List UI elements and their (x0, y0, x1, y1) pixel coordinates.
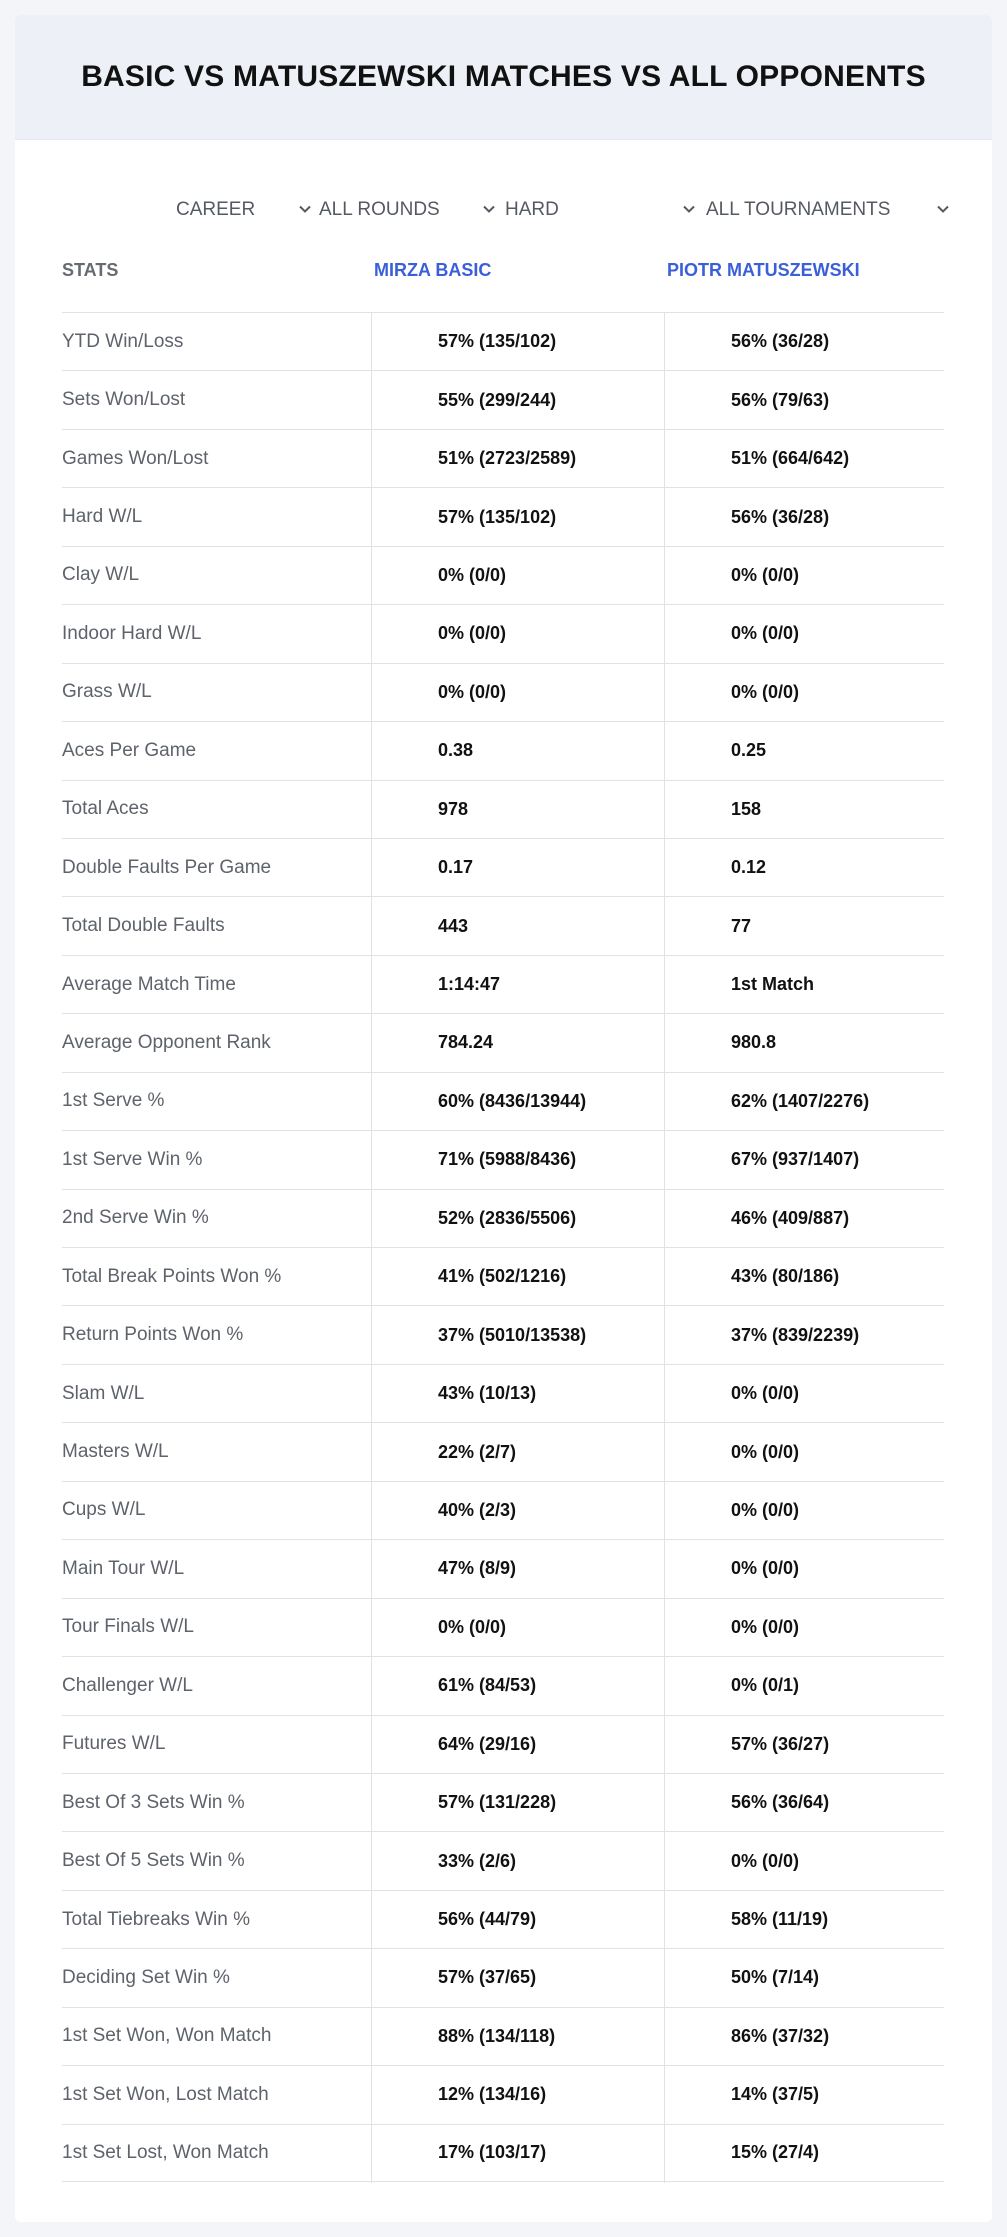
player2-stat-value: 51% (664/642) (731, 448, 850, 469)
player1-stat-value: 784.24 (438, 1032, 494, 1053)
stat-label: Hard W/L (62, 506, 143, 528)
table-row (62, 2065, 944, 2123)
table-row (62, 312, 944, 370)
stat-label: YTD Win/Loss (62, 330, 184, 352)
table-row (62, 955, 944, 1013)
player1-stat-value: 0% (0/0) (438, 564, 507, 585)
stats-column-header: STATS (62, 259, 119, 280)
surface-select[interactable] (505, 190, 695, 230)
rounds-select[interactable] (319, 190, 499, 230)
player2-stat-value: 0% (0/0) (731, 1499, 800, 1520)
table-row (62, 721, 944, 779)
chevron-down-icon (297, 201, 313, 217)
table-row (62, 429, 944, 487)
player1-stat-value: 61% (84/53) (438, 1675, 537, 1696)
table-row (62, 1013, 944, 1071)
stat-label: Cups W/L (62, 1499, 146, 1521)
player2-stat-value: 46% (409/887) (731, 1207, 850, 1228)
table-row (62, 663, 944, 721)
player2-stat-value: 56% (79/63) (731, 389, 830, 410)
player1-stat-value: 978 (438, 798, 469, 819)
player2-stat-value: 67% (937/1407) (731, 1149, 860, 1170)
player2-stat-value: 0% (0/0) (731, 564, 800, 585)
table-row (62, 1715, 944, 1773)
player1-stat-value: 443 (438, 915, 469, 936)
player2-stat-value: 77 (731, 915, 752, 936)
player1-stat-value: 57% (135/102) (438, 506, 557, 527)
stat-label: 1st Serve % (62, 1090, 165, 1112)
player2-link[interactable]: PIOTR MATUSZEWSKI (667, 259, 860, 280)
player2-stat-value: 62% (1407/2276) (731, 1090, 870, 1111)
player1-stat-value: 0% (0/0) (438, 1616, 507, 1637)
player1-stat-value: 57% (37/65) (438, 1967, 537, 1988)
table-row (62, 1656, 944, 1714)
table-row (62, 487, 944, 545)
chevron-down-icon (481, 201, 497, 217)
player1-stat-value: 57% (135/102) (438, 331, 557, 352)
stat-label: Total Aces (62, 798, 149, 820)
player1-stat-value: 0.17 (438, 857, 474, 878)
stat-label: 2nd Serve Win % (62, 1207, 209, 1229)
stat-label: Total Tiebreaks Win % (62, 1908, 250, 1930)
player2-stat-value: 37% (839/2239) (731, 1324, 860, 1345)
stat-label: Main Tour W/L (62, 1557, 185, 1579)
stat-label: Games Won/Lost (62, 447, 209, 469)
stat-label: Average Opponent Rank (62, 1031, 271, 1053)
player1-stat-value: 56% (44/79) (438, 1909, 537, 1930)
period-select-value: CAREER (176, 199, 256, 220)
player1-link[interactable]: MIRZA BASIC (374, 259, 492, 280)
table-row (62, 1130, 944, 1188)
stat-label: Best Of 5 Sets Win % (62, 1850, 245, 1872)
player1-stat-value: 43% (10/13) (438, 1383, 537, 1404)
stat-label: 1st Set Won, Won Match (62, 2025, 272, 2047)
player1-stat-value: 41% (502/1216) (438, 1266, 567, 1287)
player1-stat-value: 55% (299/244) (438, 389, 557, 410)
player1-stat-value: 0.38 (438, 740, 474, 761)
table-row (62, 1422, 944, 1480)
player1-stat-value: 52% (2836/5506) (438, 1207, 577, 1228)
player2-stat-value: 0% (0/0) (731, 623, 800, 644)
player2-stat-value: 58% (11/19) (731, 1909, 829, 1930)
table-row (62, 896, 944, 954)
table-row (62, 1305, 944, 1363)
table-row (62, 1831, 944, 1889)
stat-label: Deciding Set Win % (62, 1966, 230, 1988)
player2-stat-value: 15% (27/4) (731, 2142, 820, 2163)
page-title: BASIC VS MATUSZEWSKI MATCHES VS ALL OPPONENTS (81, 60, 926, 93)
player2-stat-value: 43% (80/186) (731, 1266, 840, 1287)
table-row (62, 1539, 944, 1597)
player1-stat-value: 0% (0/0) (438, 681, 507, 702)
stat-label: Average Match Time (62, 973, 236, 995)
table-row (62, 1072, 944, 1130)
player1-stat-value: 12% (134/16) (438, 2084, 547, 2105)
table-row (62, 1364, 944, 1422)
stat-label: Challenger W/L (62, 1674, 193, 1696)
table-row (62, 1189, 944, 1247)
stat-label: Sets Won/Lost (62, 389, 186, 411)
table-row (62, 1598, 944, 1656)
stat-label: 1st Set Won, Lost Match (62, 2083, 269, 2105)
player1-stat-value: 88% (134/118) (438, 2025, 556, 2046)
stat-label: Tour Finals W/L (62, 1616, 194, 1638)
player2-stat-value: 1st Match (731, 974, 815, 995)
player2-stat-value: 0.12 (731, 857, 767, 878)
player1-stat-value: 47% (8/9) (438, 1558, 517, 1579)
table-row (62, 1481, 944, 1539)
stat-label: Indoor Hard W/L (62, 622, 202, 644)
rounds-select-value: ALL ROUNDS (319, 199, 440, 220)
stat-label: Best Of 3 Sets Win % (62, 1791, 245, 1813)
player2-stat-value: 0.25 (731, 740, 767, 761)
tournaments-select[interactable] (706, 190, 966, 230)
player2-stat-value: 0% (0/0) (731, 1850, 800, 1871)
player1-stat-value: 51% (2723/2589) (438, 448, 577, 469)
player2-stat-value: 0% (0/0) (731, 1616, 800, 1637)
player2-stat-value: 14% (37/5) (731, 2084, 820, 2105)
player1-stat-value: 33% (2/6) (438, 1850, 517, 1871)
player1-stat-value: 64% (29/16) (438, 1733, 537, 1754)
table-row (62, 604, 944, 662)
table-row (62, 546, 944, 604)
filter-bar (15, 190, 992, 230)
table-row (62, 370, 944, 428)
player1-stat-value: 71% (5988/8436) (438, 1149, 577, 1170)
table-row (62, 2007, 944, 2065)
chevron-down-icon (935, 201, 951, 217)
tournaments-select-value: ALL TOURNAMENTS (706, 199, 891, 220)
stat-label: Total Break Points Won % (62, 1265, 282, 1287)
stat-label: Slam W/L (62, 1382, 145, 1404)
stat-label: Futures W/L (62, 1733, 166, 1755)
stat-label: Total Double Faults (62, 915, 225, 937)
player1-stat-value: 22% (2/7) (438, 1441, 517, 1462)
table-row (62, 838, 944, 896)
player1-stat-value: 60% (8436/13944) (438, 1090, 587, 1111)
player2-stat-value: 57% (36/27) (731, 1733, 830, 1754)
stat-label: Masters W/L (62, 1441, 169, 1463)
player2-stat-value: 980.8 (731, 1032, 777, 1053)
player2-stat-value: 0% (0/0) (731, 1441, 800, 1462)
table-row (62, 1247, 944, 1305)
player2-stat-value: 0% (0/0) (731, 681, 800, 702)
table-row (62, 1890, 944, 1948)
player1-stat-value: 17% (103/17) (438, 2142, 547, 2163)
stat-label: Clay W/L (62, 564, 140, 586)
player2-stat-value: 56% (36/28) (731, 331, 830, 352)
player2-stat-value: 0% (0/1) (731, 1675, 800, 1696)
table-row (62, 1773, 944, 1831)
player2-stat-value: 50% (7/14) (731, 1967, 820, 1988)
player1-stat-value: 1:14:47 (438, 974, 501, 995)
period-select[interactable] (176, 190, 316, 230)
player1-stat-value: 37% (5010/13538) (438, 1324, 587, 1345)
player2-stat-value: 0% (0/0) (731, 1383, 800, 1404)
player2-stat-value: 158 (731, 798, 762, 819)
stat-label: Return Points Won % (62, 1324, 244, 1346)
card-header (15, 15, 992, 140)
player2-stat-value: 0% (0/0) (731, 1558, 800, 1579)
stat-label: 1st Serve Win % (62, 1148, 203, 1170)
player1-stat-value: 0% (0/0) (438, 623, 507, 644)
surface-select-value: HARD (505, 199, 559, 220)
stat-label: Aces Per Game (62, 739, 197, 761)
player1-stat-value: 40% (2/3) (438, 1499, 517, 1520)
stat-label: Double Faults Per Game (62, 856, 272, 878)
stats-card (15, 15, 992, 2222)
stat-label: 1st Set Lost, Won Match (62, 2141, 269, 2163)
table-row (62, 780, 944, 838)
table-row (62, 1948, 944, 2006)
player1-stat-value: 57% (131/228) (438, 1792, 557, 1813)
player2-stat-value: 86% (37/32) (731, 2025, 830, 2046)
table-row (62, 2124, 944, 2182)
player2-stat-value: 56% (36/28) (731, 506, 830, 527)
stat-label: Grass W/L (62, 681, 152, 703)
chevron-down-icon (681, 201, 697, 217)
stats-table (62, 312, 944, 2182)
player2-stat-value: 56% (36/64) (731, 1792, 830, 1813)
